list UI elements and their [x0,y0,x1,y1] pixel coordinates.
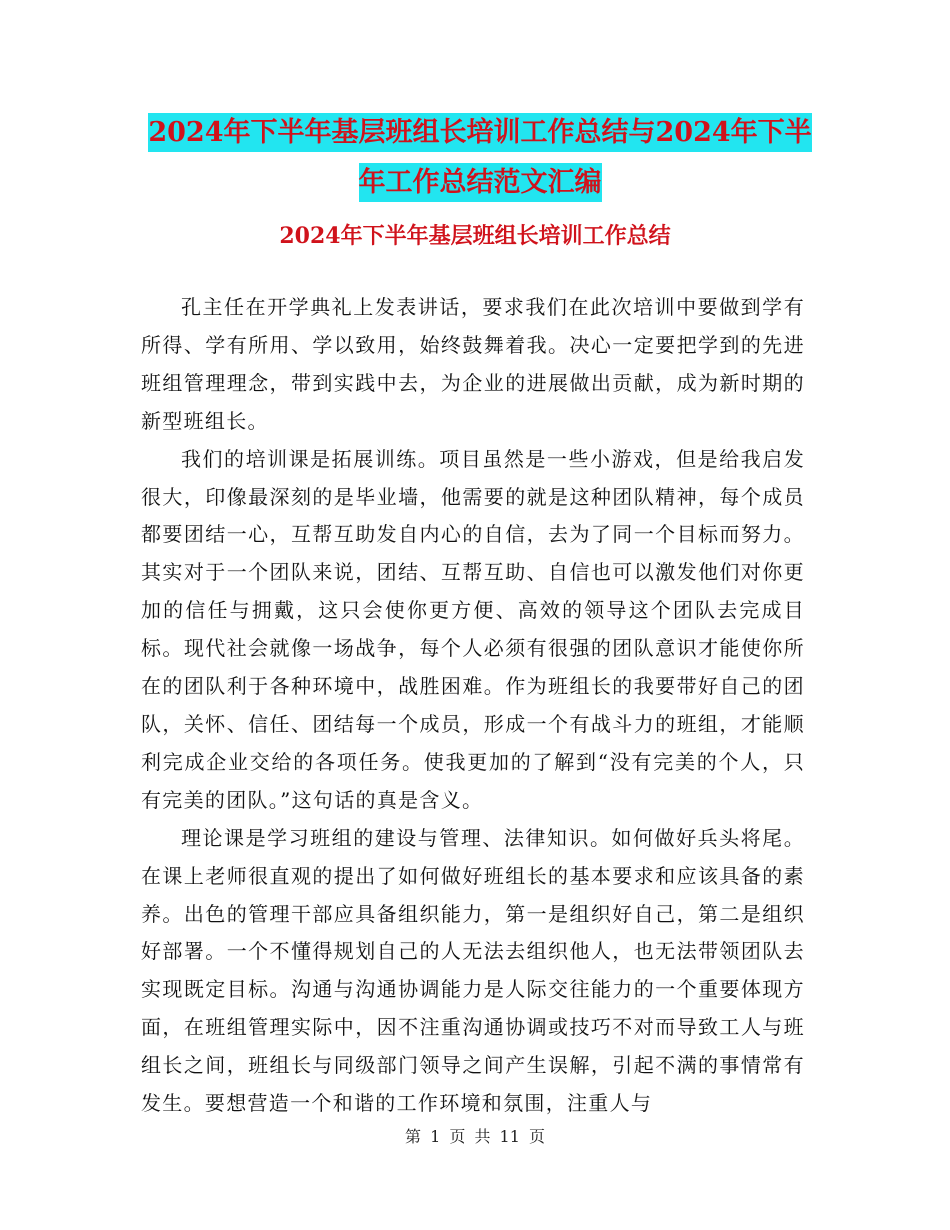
page-number-footer: 第 1 页 共 11 页 [405,1127,545,1146]
document-title-text: 2024年下半年基层班组长培训工作总结与2024年下半年工作总结范文汇编 [148,113,811,202]
paragraph: 我们的培训课是拓展训练。项目虽然是一些小游戏，但是给我启发很大，印像最深刻的是毕业墙，他需要的就是这种团队精神，每个成员都要团结一心，互帮互助发自内心的自信，去为了同一个目标而努力。其实对于一个团队来说，团结、互帮互助、自信也可以激发他们对你更加的信任与拥戴，这只会使你更方便、高效的领导这个团队去完成目标。现代社会就像一场战争，每个人必须有很强的团队意识才能使你所在的团队利于各种环境中，战胜困难。作为班组长的我要带好自己的团队，关怀、信任、团结每一个成员，形成一个有战斗力的班组，才能顺利完成企业交给的各项任务。使我更加的了解到“没有完美的个人，只有完美的团队。”这句话的真是含义。 [141,446,805,812]
paragraph: 理论课是学习班组的建设与管理、法律知识。如何做好兵头将尾。在课上老师很直观的提出了如何做好班组长的基本要求和应该具备的素养。出色的管理干部应具备组织能力，第一是组织好自己，第二是组织好部署。一个不懂得规划自己的人无法去组织他人，也无法带领团队去实现既定目标。沟通与沟通协调能力是人际交往能力的一个重要体现方面，在班组管理实际中，因不注重沟通协调或技巧不对而导致工人与班组长之间，班组长与同级部门领导之间产生误解，引起不满的事情常有发生。要想营造一个和谐的工作环境和氛围，注重人与 [141,825,805,1116]
document-body [141,289,805,1123]
paragraph: 孔主任在开学典礼上发表讲话，要求我们在此次培训中要做到学有所得、学有所用、学以致用，始终鼓舞着我。决心一定要把学到的先进班组管理理念，带到实践中去，为企业的进展做出贡献，成为新时期的新型班组长。 [141,295,805,433]
section-title: 2024年下半年基层班组长培训工作总结 [279,223,671,249]
document-title [140,108,820,208]
